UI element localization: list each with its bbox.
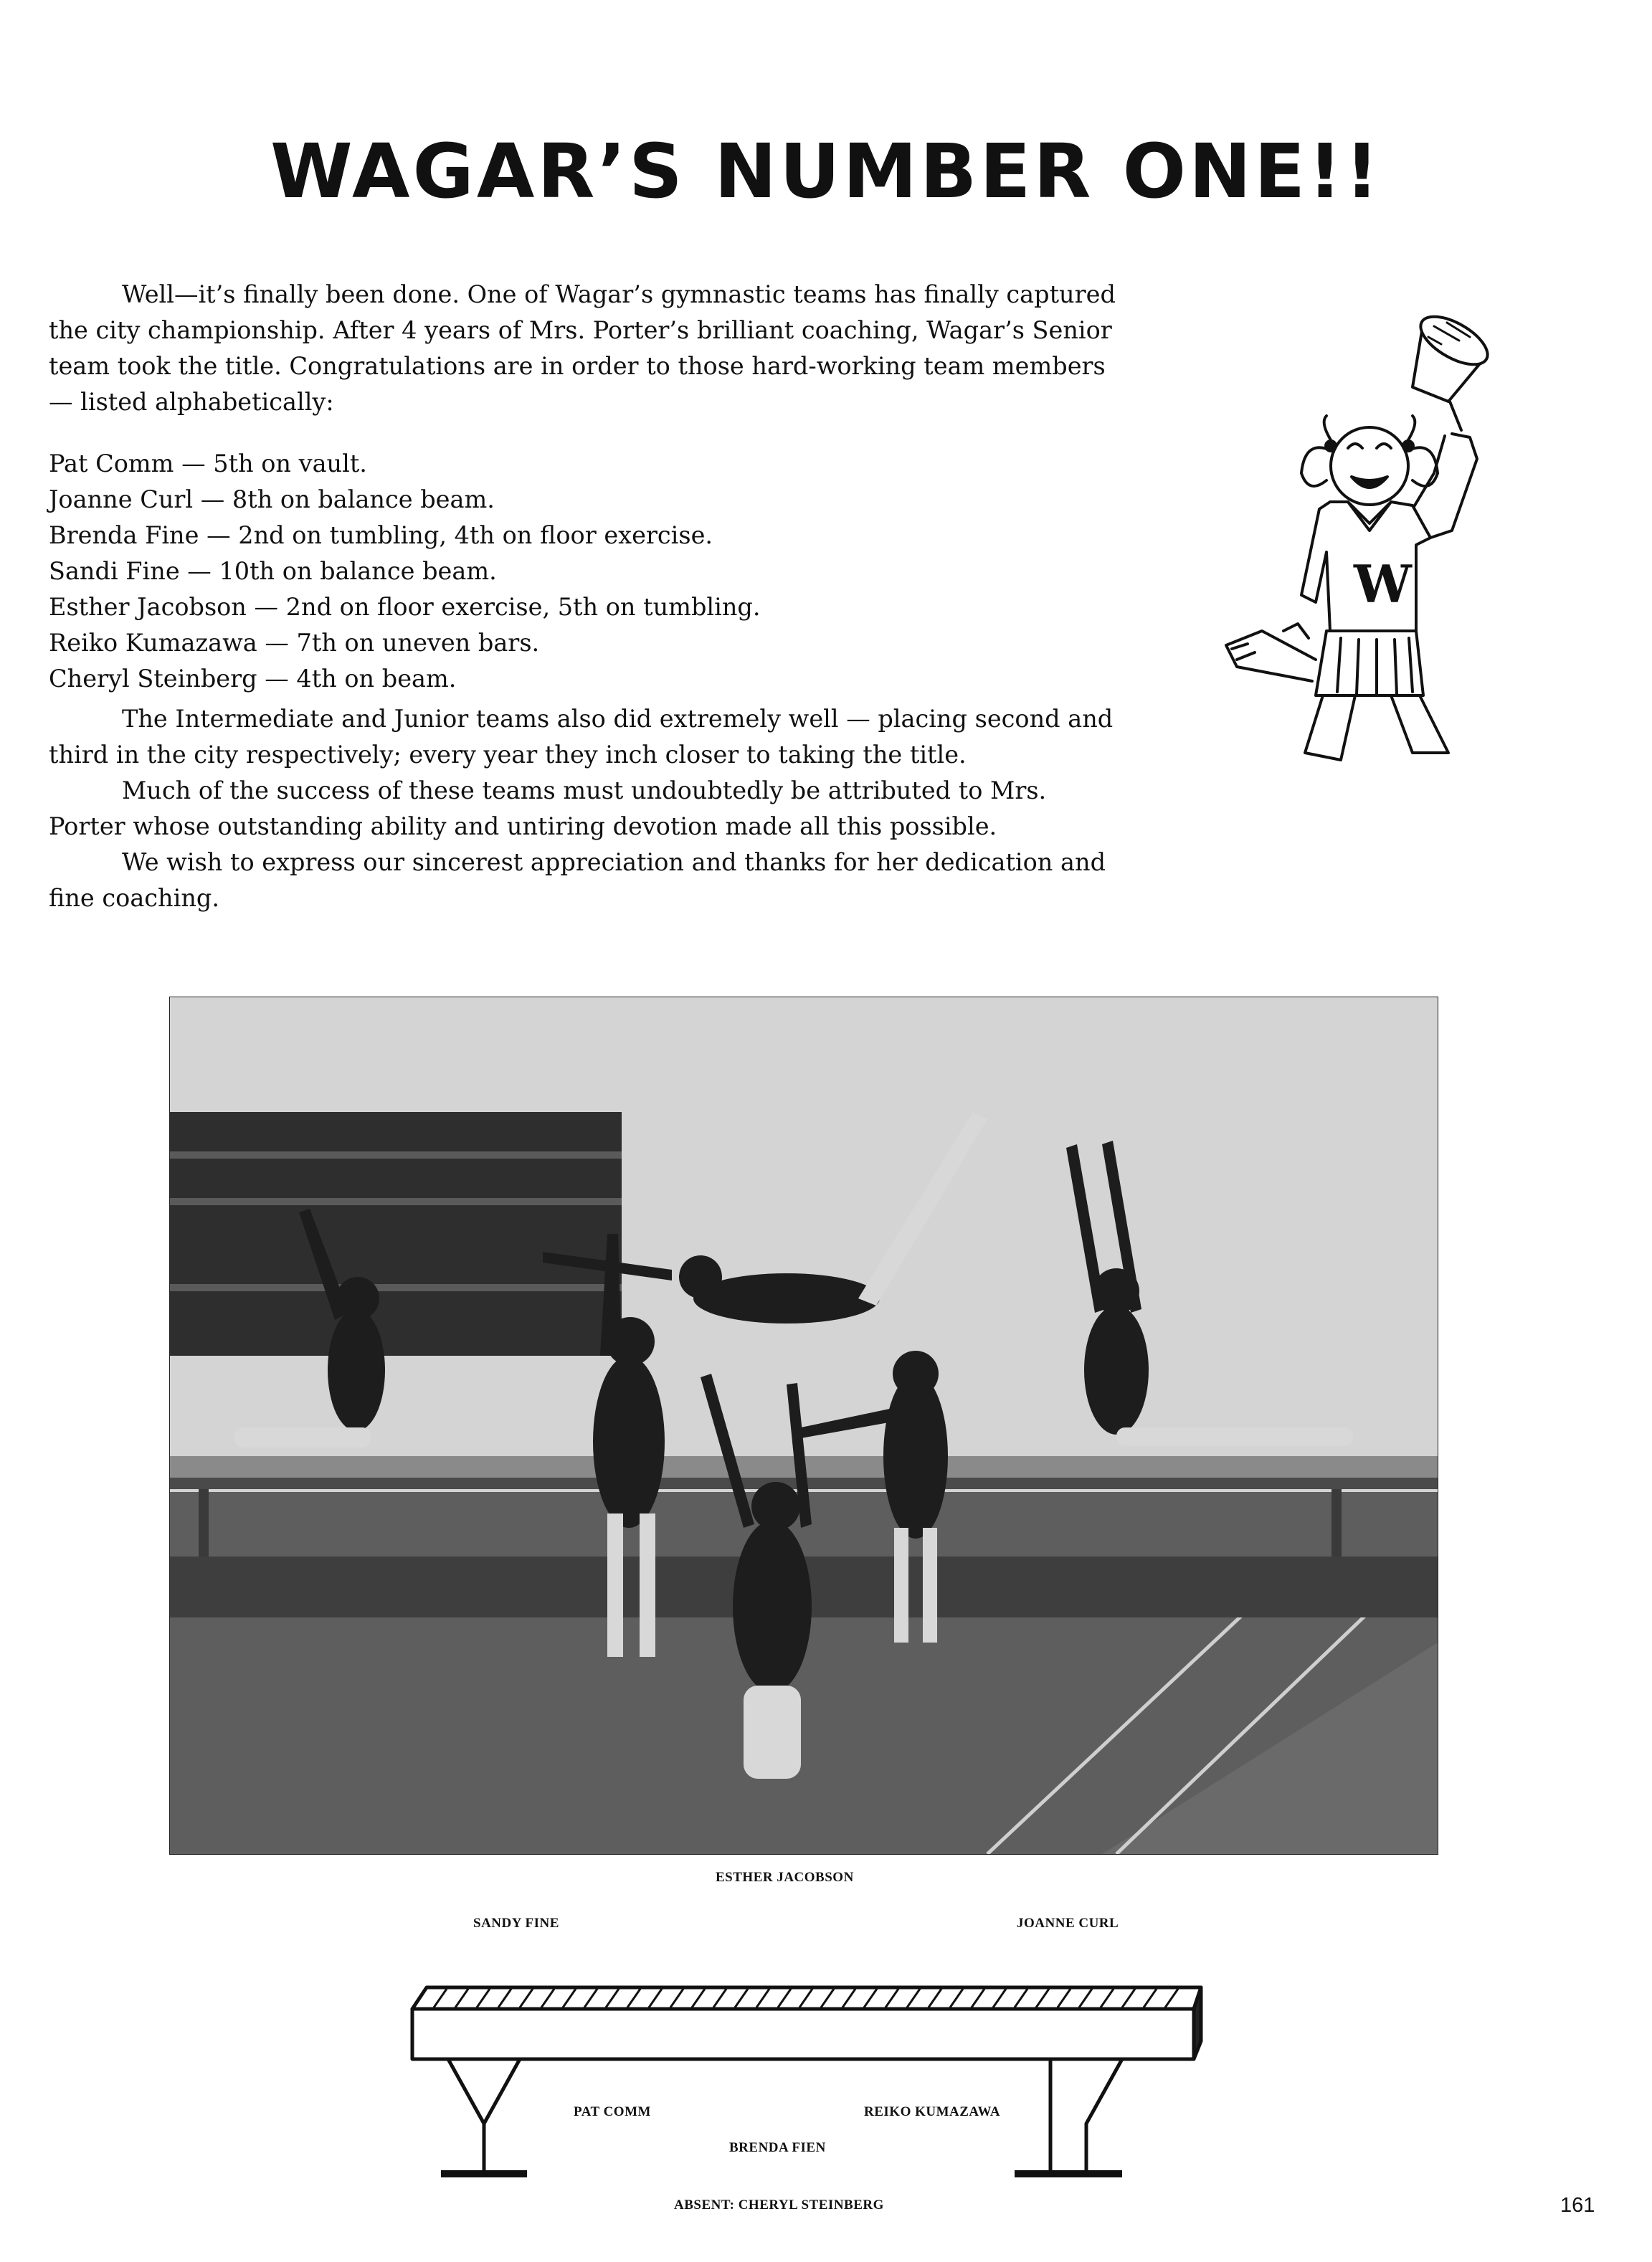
page-title: WAGAR’S NUMBER ONE!! [270,128,1382,215]
teams-paragraph: The Intermediate and Junior teams also did extremely well — placing second and third in the city respectively; every year they inch closer to taking the title. [49,705,1114,769]
caption-reiko-kumazawa: REIKO KUMAZAWA [864,2104,1001,2119]
intro-text: Well—it’s finally been done. One of Wagar’s gymnastic teams has finally captured the city championship. After 4 years of Mrs. Porter’s brilliant coaching, Wagar’s Senior team took the title. Congratulations are in order to those hard-working team members — listed alphabetically: [49,280,1116,416]
page-number: 161 [1560,2194,1595,2217]
caption-pat-comm: PAT COMM [574,2104,651,2119]
roster-item: Reiko Kumazawa — 7th on uneven bars. [49,629,540,657]
caption-sandy-fine: SANDY FINE [473,1916,559,1931]
thanks-paragraph: We wish to express our sincerest appreciation and thanks for her dedication and fine coaching. [49,848,1106,912]
roster-item: Esther Jacobson — 2nd on floor exercise, 5th on tumbling. [49,593,761,621]
roster-item: Pat Comm — 5th on vault. [49,450,367,477]
closing-paragraphs [49,701,1124,916]
caption-joanne-curl: JOANNE CURL [1017,1916,1119,1931]
team-roster [49,446,1124,697]
cheerleader-illustration [1176,294,1563,810]
caption-brenda-fien: BRENDA FIEN [729,2140,826,2155]
sweater-letter: W [1354,553,1412,614]
intro-paragraph [49,277,1124,420]
megaphone-icon [1413,307,1495,430]
team-photo [169,997,1438,1855]
roster-item: Brenda Fine — 2nd on tumbling, 4th on floor exercise. [49,521,713,549]
roster-item: Joanne Curl — 8th on balance beam. [49,485,495,513]
caption-absent-cheryl-steinberg: ABSENT: CHERYL STEINBERG [674,2197,884,2213]
roster-item: Sandi Fine — 10th on balance beam. [49,557,497,585]
coach-paragraph: Much of the success of these teams must undoubtedly be attributed to Mrs. Porter whose outstanding ability and untiring devotion made all this possible. [49,776,1047,840]
balance-beam-illustration [405,1980,1208,2202]
roster-item: Cheryl Steinberg — 4th on beam. [49,665,457,693]
caption-esther-jacobson: ESTHER JACOBSON [716,1870,854,1885]
